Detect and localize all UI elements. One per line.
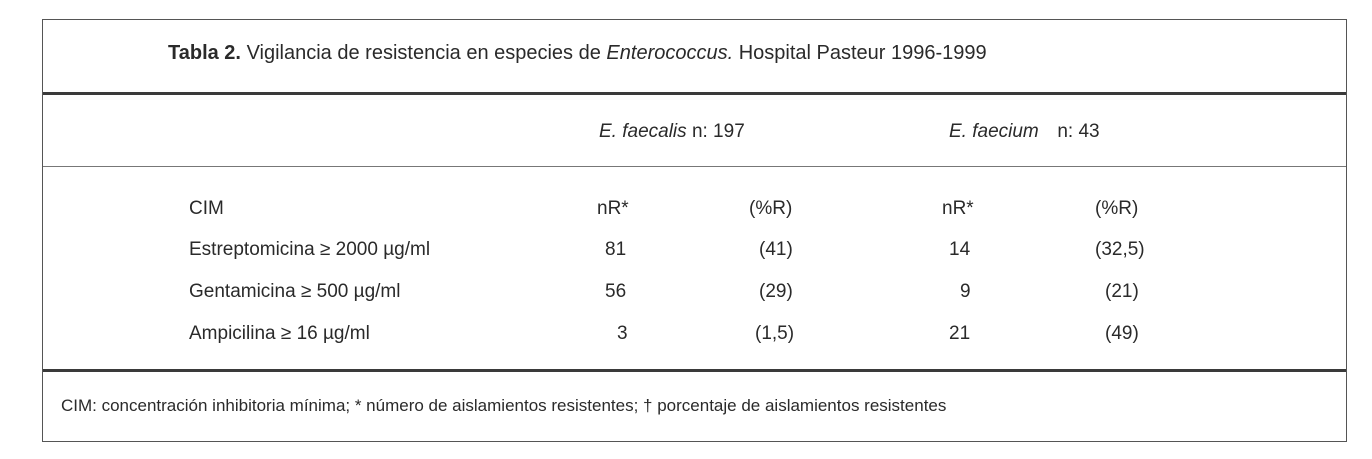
caption-genus: Enterococcus.: [606, 42, 734, 64]
header-cim: CIM: [189, 198, 224, 219]
group-header-faecalis: [599, 121, 745, 143]
group-species-faecalis: E. faecalis: [599, 121, 687, 142]
group-species-faecium: E. faecium: [949, 121, 1039, 142]
table-footnote: CIM: concentración inhibitoria mínima; * número de aislamientos resistentes; † porcentaje de aislamientos resistentes: [61, 396, 947, 415]
header-pct-faecalis: (%R): [749, 198, 793, 219]
group-n-faecium: n: 43: [1057, 121, 1100, 142]
row-faecium-nr: 9: [960, 281, 971, 302]
caption-text-after: Hospital Pasteur 1996-1999: [738, 42, 987, 64]
row-faecium-nr: 21: [949, 323, 971, 344]
row-faecium-pct: (49): [1105, 323, 1139, 344]
header-nr-faecium: nR*: [942, 198, 974, 219]
row-label: Ampicilina ≥ 16 µg/ml: [189, 323, 370, 344]
row-label: Estreptomicina ≥ 2000 µg/ml: [189, 239, 431, 260]
caption-text-before: Vigilancia de resistencia en especies de: [246, 42, 601, 64]
row-faecalis-nr: 3: [617, 323, 628, 344]
row-label: Gentamicina ≥ 500 µg/ml: [189, 281, 401, 302]
group-header-faecium: [949, 121, 1100, 143]
header-rule: [43, 166, 1346, 167]
row-faecium-nr: 14: [949, 239, 971, 260]
row-faecalis-nr: 81: [605, 239, 627, 260]
table-frame: [42, 19, 1347, 442]
bottom-rule: [43, 369, 1346, 372]
table-caption: [168, 42, 987, 65]
row-faecalis-nr: 56: [605, 281, 627, 302]
top-rule: [43, 92, 1346, 95]
group-n-faecalis: n: 197: [691, 121, 745, 142]
row-faecalis-pct: (41): [759, 239, 793, 260]
row-faecalis-pct: (29): [759, 281, 793, 302]
caption-label: Tabla 2.: [168, 42, 241, 64]
row-faecium-pct: (32,5): [1095, 239, 1145, 260]
row-faecium-pct: (21): [1105, 281, 1139, 302]
header-pct-faecium: (%R): [1095, 198, 1139, 219]
header-nr-faecalis: nR*: [597, 198, 629, 219]
row-faecalis-pct: (1,5): [755, 323, 795, 344]
